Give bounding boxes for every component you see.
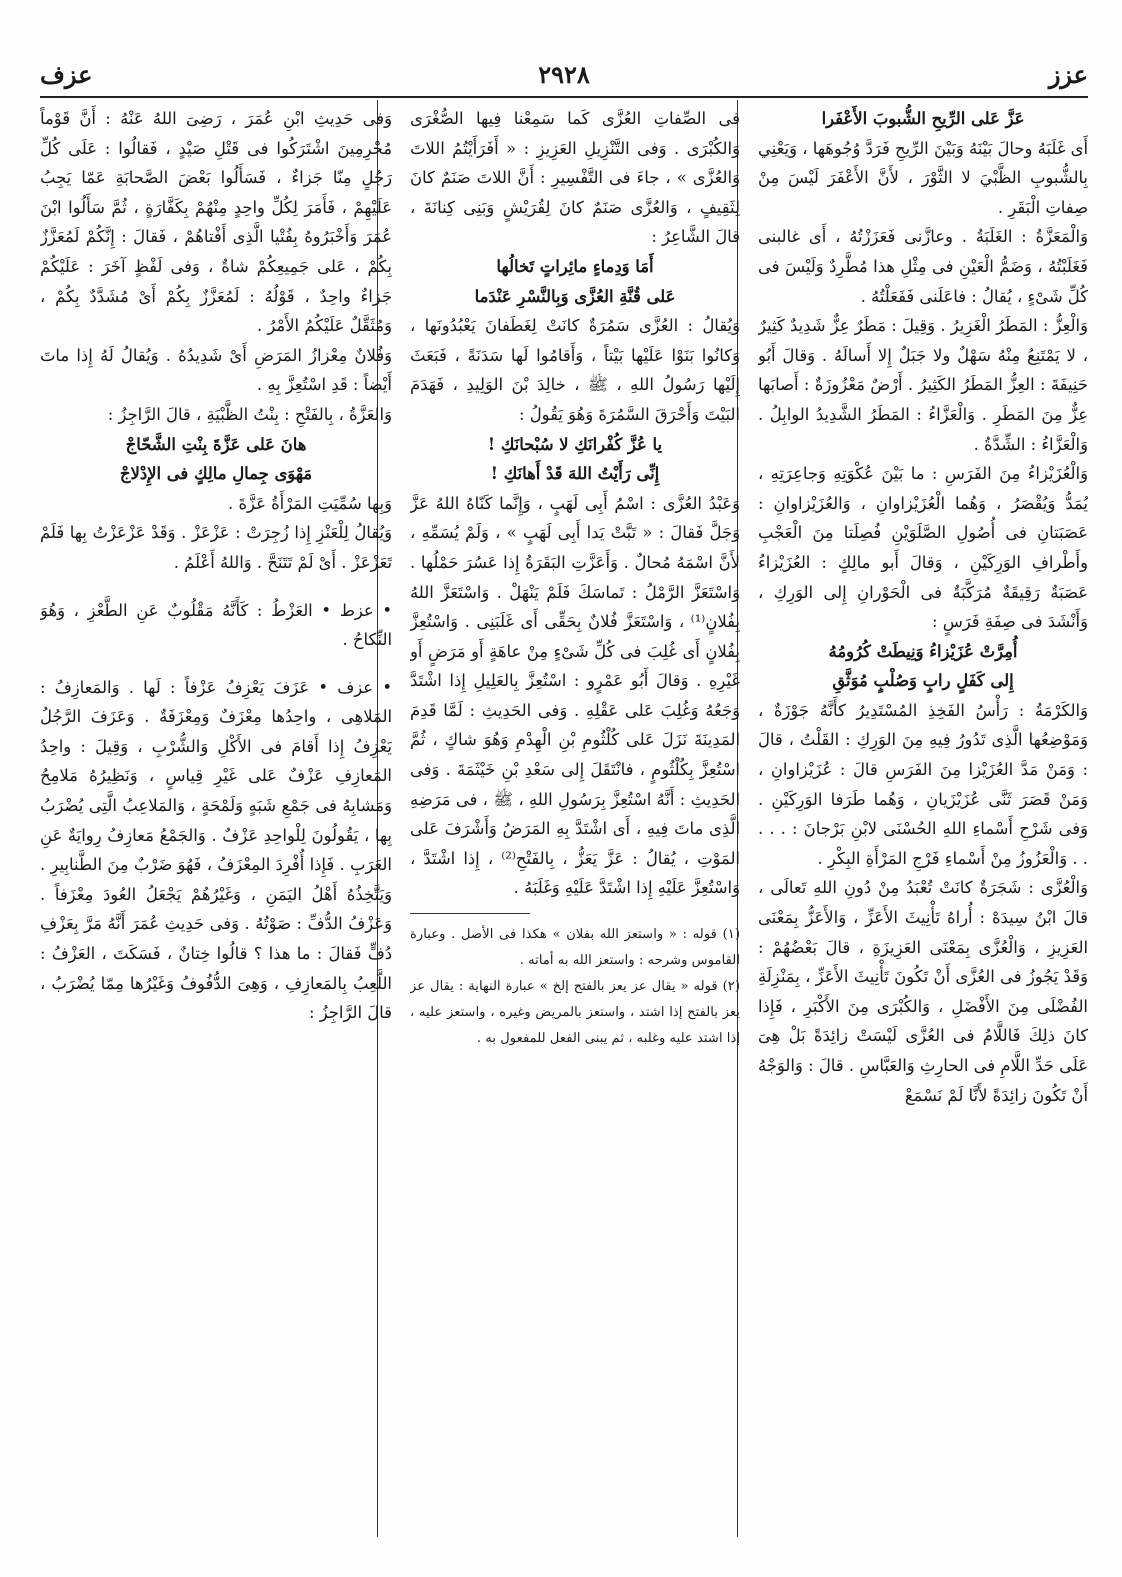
spacer bbox=[40, 578, 392, 596]
paragraph: وَعَبْدُ العُزَّى : اسْمُ أَبِى لَهَبٍ ، وَإِنَّما كَنّاهُ اللهُ عَزَّ وَجَلَّ فَقالَ : « تَبَّتْ يَدا أَبِى لَهَبٍ » ، وَلَمْ يُسَمِّهِ ، لأَنَّ اسْمَهُ مُحالٌ . وَأَعَزَّتِ البَقَرَةُ إِذا عَسُرَ حَمْلُها . وَاسْتَعَزَّ الرَّمْلُ : تَماسَكَ فَلَمْ يَنْهَلْ . وَاسْتَعَزَّ اللهُ بِفُلانٍ⁽¹⁾ ، وَاسْتَعَزَّ فُلانٌ بِحَقِّى أَى غَلَبَنِى . وَاسْتُعِزَّ بِفُلانٍ أَى غُلِبَ فى كُلِّ شَىْءٍ مِنْ عاهَةٍ أَو مَرَضٍ أَو غَيْرِهِ . وَقالَ أَبُو عَمْرٍو : اسْتُعِزَّ بِالعَلِيلِ إِذا اشْتَدَّ وَجَعُهُ وَغُلِبَ عَلى عَقْلِهِ . وَفى الحَدِيثِ : لَمَّا قَدِمَ المَدِينَةَ نَزَلَ عَلى كُلْثُومِ بْنِ الْهِدْمِ وَهُوَ شاكٍ ، ثُمَّ اسْتُعِزَّ بِكُلْثُومٍ ، فانْتَقَلَ إِلى سَعْدِ بْنِ خَيْثَمَةَ . وَفى الحَدِيثِ : أَنَّهُ اسْتُعِزَّ بِرَسُولِ اللهِ ، ﷺ ، فى مَرَضِهِ الَّذِى ماتَ فِيهِ ، أَى اشْتَدَّ بِهِ المَرَضُ وَأَشْرَفَ عَلى المَوْتِ ، يُقالُ : عَزَّ يَعَزُّ ، بِالفَتْحِ⁽²⁾ ، إِذا اشْتَدَّ ، وَاسْتُعِزَّ عَلَيْهِ إِذا اشْتَدَّ عَلَيْهِ وَغَلَبَهُ . bbox=[410, 493, 740, 898]
header-root-word-left: عزف bbox=[40, 60, 93, 89]
paragraph: وَيُقالُ : العُزَّى سَمُرَةٌ كانَتْ لِغَطَفانَ يَعْبُدُونَها ، وَكانُوا بَنَوْا عَلَيْها بَيْتاً ، وَأَقامُوا لَها سَدَنَةً ، فَبَعَثَ إِلَيْها رَسُولُ اللهِ ، ﷺ ، خالِدَ بْنَ الوَلِيدِ ، فَهَدَمَ البَيْتَ وَأَحْرَقَ السَّمُرَةَ وَهُوَ يَقُولُ : bbox=[410, 316, 740, 424]
column-left bbox=[40, 104, 392, 1534]
paragraph: وَيُقالُ لِلْعَنْزِ إِذا زُجِرَتْ : عَزْعَزْ . وَقَدْ عَزْعَزْتُ بِها فَلَمْ تَعَزْعَزْ . أَىْ لَمْ تَتَنَحَّ . وَاللهُ أَعْلَمُ . bbox=[40, 523, 392, 572]
paragraph: وَالكَرْمَةُ : رَأْسُ الفَخِذِ المُسْتَدِيرُ كأَنَّهُ جَوْزَةٌ ، وَمَوْضِعُها الَّذِى تَدُورُ فِيهِ مِنَ الوَرِكِ : القَلْتُ ، قالَ : وَمَنْ مَدَّ العُزَيْزا مِنَ الفَرَسِ قالَ : عُزَيْزاوانِ ، وَمَنْ قَصَرَ ثَنَّى عُزَيْزَيانِ ، وَهُما طَرَفا الوَرِكَيْنِ . وَفى شَرْحِ أَسْماءِ اللهِ الحُسْنَى لابْنِ بَرْجانَ : . . . . . وَالْعَزُوزُ مِنْ أَسْماءِ فَرْجِ المَرْأَةِ البِكْرِ . bbox=[758, 700, 1088, 868]
paragraph: وَبِها سُمِّيَتِ المَرْأَةُ عَزَّةَ . bbox=[228, 493, 392, 513]
entry-azf: • عزف • عَزَفَ يَعْزِفُ عَزْفاً : لَها . وَالمَعازِفُ : المَلاهِى ، واحِدُها مِعْزَفٌ وَمِعْزَفَةٌ . وَعَزَفَ الرَّجُلُ يَعْزِفُ إِذا أَقامَ فى الأَكْلِ وَالشُّرْبِ ، وَقِيلَ : واحِدُ المَعازِفِ عَزْفٌ عَلى غَيْرِ قِياسٍ ، وَنَظِيرُهُ مَلامِحُ وَمَشابِهُ فى جَمْعِ شَبَهٍ وَلَمْحَةٍ ، وَالمَلاعِبُ الَّتِى يُضْرَبُ بِها ، يَقُولُونَ لِلْواحِدِ عَزْفٌ . وَالجَمْعُ مَعازِفُ رِوايَةٌ عَنِ العَرَبِ . فَإِذا أُفْرِدَ المِعْزَفُ ، فَهُوَ ضَرْبٌ مِنَ الطَّنابِيرِ . وَيَتَّخِذُهُ أَهْلُ اليَمَنِ ، وَغَيْرُهُمْ يَجْعَلُ العُودَ مِعْزَفاً . وَعَزْفُ الدُّفِّ : صَوْتُهُ . وَفى حَدِيثِ عُمَرَ أَنَّهُ مَرَّ بِعَزْفِ دُفٍّ فَقالَ : ما هذا ؟ قالُوا خِتانٌ ، فَسَكَتَ ، العَزْفُ : اللَّعِبُ بِالمَعازِفِ ، وَهِىَ الدُّفُوفُ وَغَيْرُها مِمّا يُضْرَبُ ، قالَ الرَّاجِزُ : bbox=[40, 677, 392, 1023]
verse-line: إِلى كَفَلٍ رابٍ وَصُلْبٍ مُوَثَّقِ bbox=[832, 671, 1014, 691]
verse-line: عَزَّ عَلى الرِّيحِ الشُّبوبَ الأَعْفَرا bbox=[821, 109, 1025, 128]
verse-line: أُمِرَّتْ عُزَيْزاءُ وَنِيطَتْ كُرُومُهُ bbox=[828, 641, 1018, 661]
paragraph: وَالْعُزَّى : شَجَرَةٌ كانَتْ تُعْبَدُ مِنْ دُونِ اللهِ تَعالَى ، قالَ ابْنُ سِيدَهْ : أُراهُ تَأْنِيثَ الأَعَزِّ ، وَالأَعَزُّ بِمَعْنَى العَزِيزِ ، وَالْعُزَّى بِمَعْنَى العَزِيزَةِ ، قالَ بَعْضُهُمْ : وَقَدْ يَجُوزُ فى العُزَّى أَنْ تَكُونَ تَأْنِيثَ الأَعَزِّ ، بِمَنْزِلَةِ الفُضْلَى مِنَ الأَفْضَلِ ، وَالكُبْرَى مِنَ الأَكْبَرِ ، فَإِذا كانَ ذلِكَ فَاللَّامُ فى العُزَّى لَيْسَتْ زائِدَةً بَلْ هِىَ عَلَى حَدِّ اللَّامِ فى الحارِثِ وَالعَبَّاسِ . قالَ : وَالوَجْهُ أَنْ تَكُونَ زائِدَةً لأَنَّا لَمْ نَسْمَعْ bbox=[758, 878, 1088, 1105]
page-number: ٢٩٢٨ bbox=[538, 60, 590, 89]
verse-line: أَمَا وَدِماءٍ مائِراتٍ تَخالُها bbox=[496, 256, 654, 276]
paragraph: وَفُلانٌ مِعْزازُ المَرَضِ أَىْ شَدِيدُهُ . وَيُقالُ لَهُ إِذا ماتَ أَيْضاً : قَدِ اسْتُعِزَّ بِهِ . bbox=[40, 345, 392, 395]
column-right bbox=[758, 104, 1088, 1534]
verse-line: عَلى قُنَّةِ العُزَّى وَبِالنَّسْرِ عَنْدَما bbox=[474, 286, 676, 306]
verse-line: إِنِّى رَأَيْتُ اللهَ قَدْ أَهانَكِ ! bbox=[490, 464, 660, 484]
page-header bbox=[40, 60, 1088, 94]
paragraph: وَالْعِزُّ : المَطَرُ الْغَزِيرُ . وَقِيلَ : مَطَرٌ عِزٌّ شَدِيدٌ كَثِيرٌ ، لا يَمْتَنِعُ مِنْهُ سَهْلٌ ولا جَبَلٌ إِلا أَسالَهُ . وَقالَ أَبُو حَنِيفَةَ : العِزُّ المَطَرُ الكَثِيرُ . أَرْضٌ مَعْزُوزَةٌ : أَصابَها عِزٌّ مِنَ المَطَرِ . وَالْعَزَّاءُ : المَطَرُ الشَّدِيدُ الوابِلُ . وَالْعَزَّاءُ : الشِّدَّةُ . bbox=[758, 316, 1088, 454]
column-middle bbox=[410, 104, 740, 1534]
verse-line: يا عُزَّ كُفْرانَكِ لا سُبْحانَكِ ! bbox=[487, 434, 663, 454]
spacer bbox=[40, 655, 392, 673]
paragraph: وَالْعُزَيْزاءُ مِنَ الفَرَسِ : ما بَيْنَ عُكْوَتِهِ وَجاعِرَتِهِ ، يُمَدُّ وَيُقْصَرُ ، وَهُما الْعُزَيْزاوانِ ، وَالعُزَيْزاوانِ : عَصَبَتانِ فى أُصُولِ الصَّلَوَيْنِ فُصِلَتا مِنَ الْعَجْبِ وأَطْرافِ الوَرِكَيْنِ ، وَقالَ أَبو مالِكٍ : العُزَيْزاءُ عَصَبَةٌ رَقِيقَةٌ مُرَكَّبَةٌ فى الْحَوْرانِ إِلى الوَرِكِ ، وَأَنْشَدَ فى صِفَةِ فَرَسٍ : bbox=[758, 464, 1088, 632]
footnote-1: (١) قوله : « واستعز الله بفلان » هكذا فى الأصل . وعبارة القاموس وشرحه : واستعز الله به أماته . bbox=[410, 927, 740, 969]
paragraph: فى الصِّفاتِ العُزَّى كَما سَمِعْنا فِيها الصُّغْرَى وَالكُبْرَى . وَفى التَّنْزِيلِ العَزِيزِ : « أَفَرَأَيْتُمُ اللاتَ وَالعُزَّى » ، جاءَ فى التَّفْسِيرِ : أَنَّ اللاتَ صَنَمٌ كانَ لِثَقِيفٍ ، وَالعُزَّى صَنَمٌ كانَ لِقُرَيْشٍ وَبَنِى كِنانَةَ ، قالَ الشَّاعِرُ : bbox=[410, 109, 740, 247]
footnotes bbox=[410, 922, 740, 1052]
verse-line: هانَ عَلى عَزَّةَ بِنْتِ الشَّحّاجْ bbox=[125, 434, 307, 454]
header-root-word-right: عزز bbox=[1048, 60, 1088, 89]
paragraph: أَى غَلَبَهُ وحالَ بَيْنَهُ وَبَيْنَ الرِّيحِ فَرَدَّ وُجُوهَها ، وَيَعْنِي بِالشُّبوبِ الظَّبْيَ لا الثَّوْرَ ، لأَنَّ الأَعْفَرَ لَيْسَ مِنْ صِفاتِ الْبَقَرِ . bbox=[758, 138, 1088, 217]
header-rule bbox=[40, 96, 1088, 98]
footnote-rule bbox=[410, 913, 530, 914]
paragraph: وَفى حَدِيثِ ابْنِ عُمَرَ ، رَضِىَ اللهُ عَنْهُ : أَنَّ قَوْماً مُحْرِمِينَ اشْتَرَكُوا فى قَتْلِ صَيْدٍ ، فَقالُوا : عَلَى كُلِّ رَجُلٍ مِنّا جَزاءٌ ، فَسَأَلُوا بَعْضَ الصَّحابَةِ عَمّا يَجِبُ عَلَيْهِمْ ، فَأَمَرَ لِكُلِّ واحِدٍ مِنْهُمْ بِكَفَّارَةٍ ، ثُمَّ سَأَلُوا ابْنَ عُمَرَ وَأَخْبَرُوهُ بِفُتْيا الَّذِى أَفْتاهُمْ ، فَقالَ : إِنَّكُمْ لَمُعَزَّزٌ بِكُمْ ، عَلى جَمِيعِكُمْ شاةٌ ، وَفى لَفْظٍ آخَرَ : عَلَيْكُمْ جَزاءٌ واحِدٌ ، قَوْلُهُ : لَمُعَزَّزٌ بِكُمْ أَىْ مُشَدَّدٌ بِكُمْ ، وَمُثَقَّلٌ عَلَيْكُمُ الأَمْرُ . bbox=[40, 109, 392, 336]
paragraph: وَالْمَعَزَّةُ : الغَلَبَةُ . وعازَّنى فَعَزَزْتُهُ ، أَى غالبنى فَغَلَبْتُهُ ، وَضَمُّ الْعَيْنِ فى مِثْلِ هذا مُطَّرِدٌ وَلَيْسَ فى كُلِّ شَىْءٍ ، يُقالُ : فاعَلَنى فَفَعَلْتُهُ . bbox=[758, 227, 1088, 306]
footnote-2: (٢) قوله « يقال عز يعز بالفتح إلخ » عبارة النهاية : يقال عز يعز بالفتح إذا اشتد ، واستعز بالمريض وغيره ، واستعز عليه ، إذا اشتد عليه وغلبه ، ثم يبنى الفعل للمفعول به . bbox=[410, 979, 740, 1047]
paragraph: وَالعَزَّةُ ، بِالفَتْحِ : بِنْتُ الظَّبْيَةِ ، قالَ الرَّاجِزُ : bbox=[107, 404, 392, 424]
verse-line: مَهْوَى جِمالِ مالِكٍ فى الإِدْلاجْ bbox=[119, 464, 313, 484]
entry-azt: • عزط • العَزْطُ : كَأَنَّهُ مَقْلُوبٌ عَنِ الطَّعْزِ ، وَهُوَ النِّكاحُ . bbox=[40, 600, 392, 650]
